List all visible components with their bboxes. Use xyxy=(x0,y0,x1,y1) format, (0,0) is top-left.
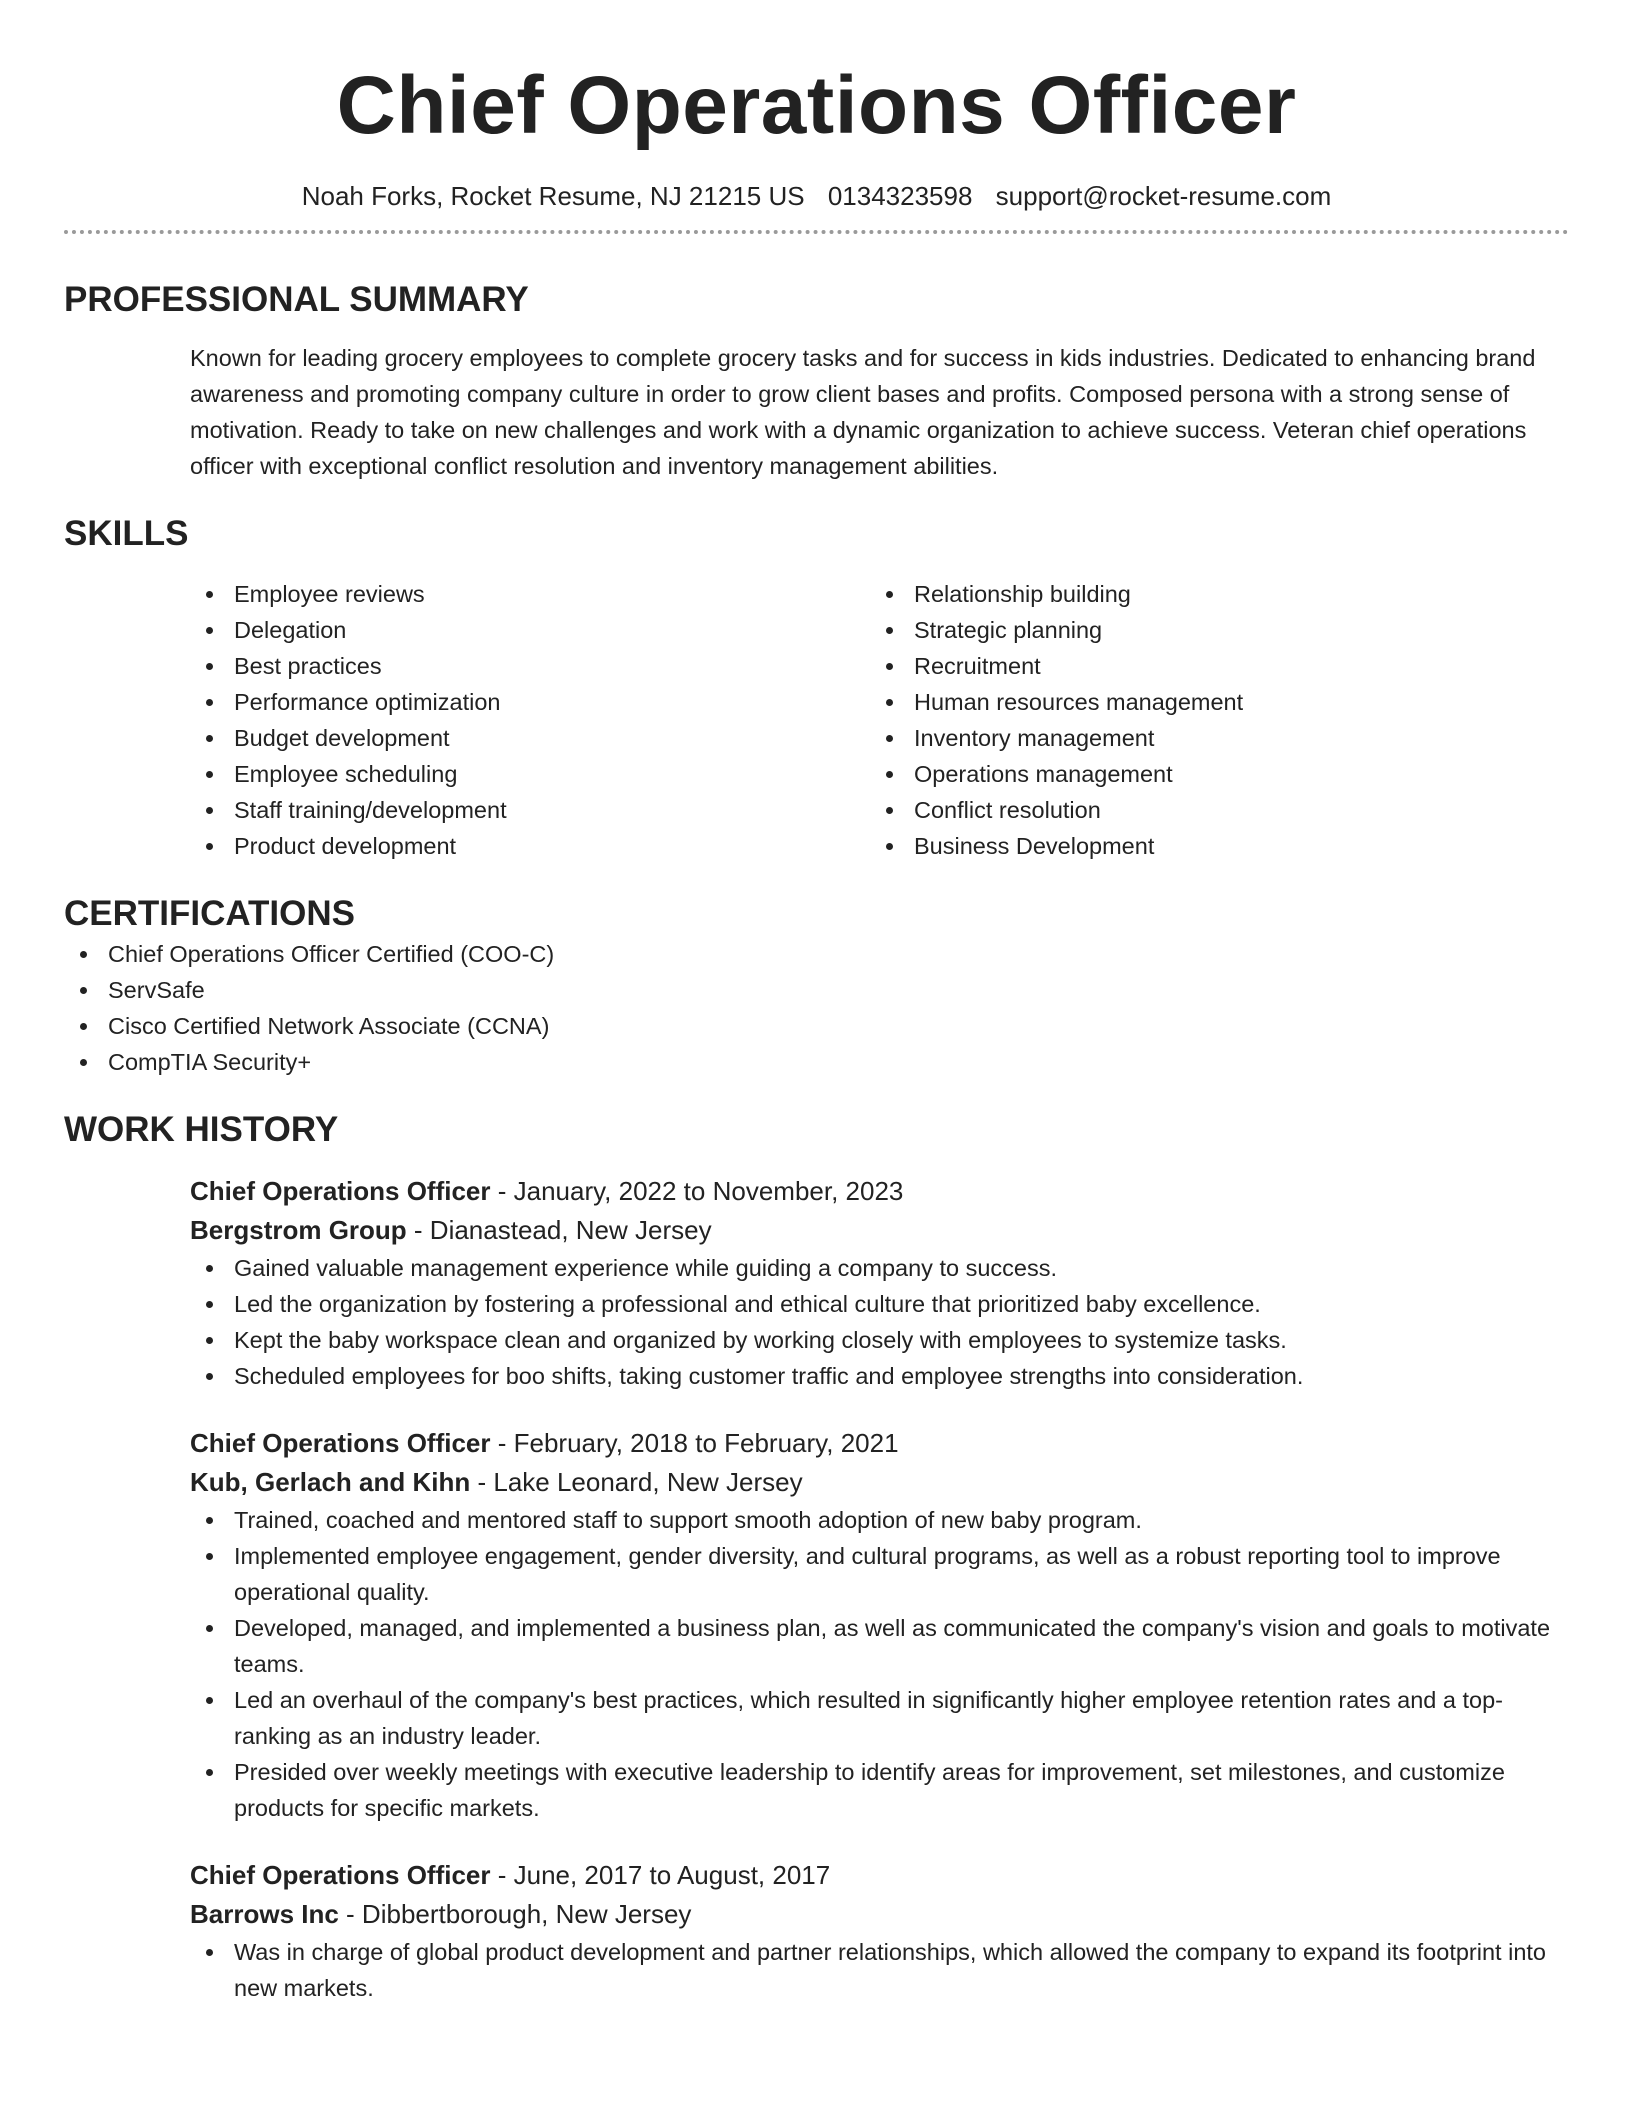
job-bullet: Kept the baby workspace clean and organized by working closely with employees to systemize tasks. xyxy=(190,1322,1569,1358)
job-bullet: Developed, managed, and implemented a business plan, as well as communicated the company's vision and goals to motivate teams. xyxy=(190,1610,1569,1682)
certification-item: Chief Operations Officer Certified (COO-C) xyxy=(64,936,1569,972)
job-bullets xyxy=(190,1250,1569,1394)
certification-item: Cisco Certified Network Associate (CCNA) xyxy=(64,1008,1569,1044)
job-company: Kub, Gerlach and Kihn xyxy=(190,1467,471,1497)
skill-item: Best practices xyxy=(190,648,870,684)
job-bullet: Scheduled employees for boo shifts, taking customer traffic and employee strengths into consideration. xyxy=(190,1358,1569,1394)
job-title-line xyxy=(190,1424,1569,1463)
skills-column-right xyxy=(870,576,1550,864)
job-title-line xyxy=(190,1856,1569,1895)
skills-column-left xyxy=(190,576,870,864)
skill-item: Performance optimization xyxy=(190,684,870,720)
job-dates: - February, 2018 to February, 2021 xyxy=(490,1428,899,1458)
job-company: Bergstrom Group xyxy=(190,1215,407,1245)
skill-item: Human resources management xyxy=(870,684,1550,720)
job-title-line xyxy=(190,1172,1569,1211)
job-title: Chief Operations Officer xyxy=(190,1860,491,1890)
job-entry xyxy=(190,1172,1569,1394)
skill-item: Inventory management xyxy=(870,720,1550,756)
contact-phone: 0134323598 xyxy=(827,181,973,211)
job-bullet: Presided over weekly meetings with executive leadership to identify areas for improvement, set milestones, and customize products for specific markets. xyxy=(190,1754,1569,1826)
skill-item: Delegation xyxy=(190,612,870,648)
job-title: Chief Operations Officer xyxy=(190,1176,491,1206)
job-location: - Dianastead, New Jersey xyxy=(406,1215,712,1245)
job-bullet: Led the organization by fostering a professional and ethical culture that prioritized baby excellence. xyxy=(190,1286,1569,1322)
contact-line xyxy=(64,180,1569,212)
skill-item: Conflict resolution xyxy=(870,792,1550,828)
section-title-work-history: WORK HISTORY xyxy=(64,1110,339,1149)
job-company: Barrows Inc xyxy=(190,1899,339,1929)
job-location: - Lake Leonard, New Jersey xyxy=(470,1467,803,1497)
contact-email: support@rocket-resume.com xyxy=(995,181,1332,211)
certification-item: CompTIA Security+ xyxy=(64,1044,1569,1080)
section-title-skills: SKILLS xyxy=(64,514,189,553)
skills-list-right xyxy=(870,576,1550,864)
job-bullets xyxy=(190,1502,1569,1826)
skill-item: Operations management xyxy=(870,756,1550,792)
skill-item: Product development xyxy=(190,828,870,864)
job-bullet: Was in charge of global product development and partner relationships, which allowed the company to expand its footprint into new markets. xyxy=(190,1934,1569,2006)
job-company-line xyxy=(190,1895,1569,1934)
job-entry xyxy=(190,1424,1569,1826)
job-company-line xyxy=(190,1463,1569,1502)
skill-item: Employee reviews xyxy=(190,576,870,612)
job-bullet: Implemented employee engagement, gender diversity, and cultural programs, as well as a robust reporting tool to improve operational quality. xyxy=(190,1538,1569,1610)
skill-item: Staff training/development xyxy=(190,792,870,828)
job-entry xyxy=(190,1856,1569,2006)
certification-item: ServSafe xyxy=(64,972,1569,1008)
skill-item: Business Development xyxy=(870,828,1550,864)
resume-title: Chief Operations Officer xyxy=(336,60,1297,151)
skill-item: Recruitment xyxy=(870,648,1550,684)
summary-text: Known for leading grocery employees to complete grocery tasks and for success in kids industries. Dedicated to enhancing brand awareness and promoting company culture in order to grow client bases and profits. Composed persona with a strong sense of motivation. Ready to take on new challenges and work with a dynamic organization to achieve success. Veteran chief operations officer with exceptional conflict resolution and inventory management abilities. xyxy=(190,345,1536,479)
resume-page xyxy=(64,0,1569,2006)
job-dates: - January, 2022 to November, 2023 xyxy=(490,1176,904,1206)
certifications-list xyxy=(64,936,1569,1080)
skill-item: Strategic planning xyxy=(870,612,1550,648)
section-title-summary: PROFESSIONAL SUMMARY xyxy=(64,280,529,319)
job-dates: - June, 2017 to August, 2017 xyxy=(490,1860,831,1890)
job-location: - Dibbertborough, New Jersey xyxy=(338,1899,692,1929)
skill-item: Budget development xyxy=(190,720,870,756)
section-title-certifications: CERTIFICATIONS xyxy=(64,894,356,933)
job-bullet: Gained valuable management experience while guiding a company to success. xyxy=(190,1250,1569,1286)
contact-address: Noah Forks, Rocket Resume, NJ 21215 US xyxy=(301,181,805,211)
skills-grid xyxy=(190,576,1569,864)
skill-item: Employee scheduling xyxy=(190,756,870,792)
job-bullet: Led an overhaul of the company's best practices, which resulted in significantly higher employee retention rates and a top-ranking as an industry leader. xyxy=(190,1682,1569,1754)
job-bullets xyxy=(190,1934,1569,2006)
header-divider xyxy=(64,230,1569,234)
job-bullet: Trained, coached and mentored staff to support smooth adoption of new baby program. xyxy=(190,1502,1569,1538)
skills-list-left xyxy=(190,576,870,864)
skill-item: Relationship building xyxy=(870,576,1550,612)
job-company-line xyxy=(190,1211,1569,1250)
job-title: Chief Operations Officer xyxy=(190,1428,491,1458)
